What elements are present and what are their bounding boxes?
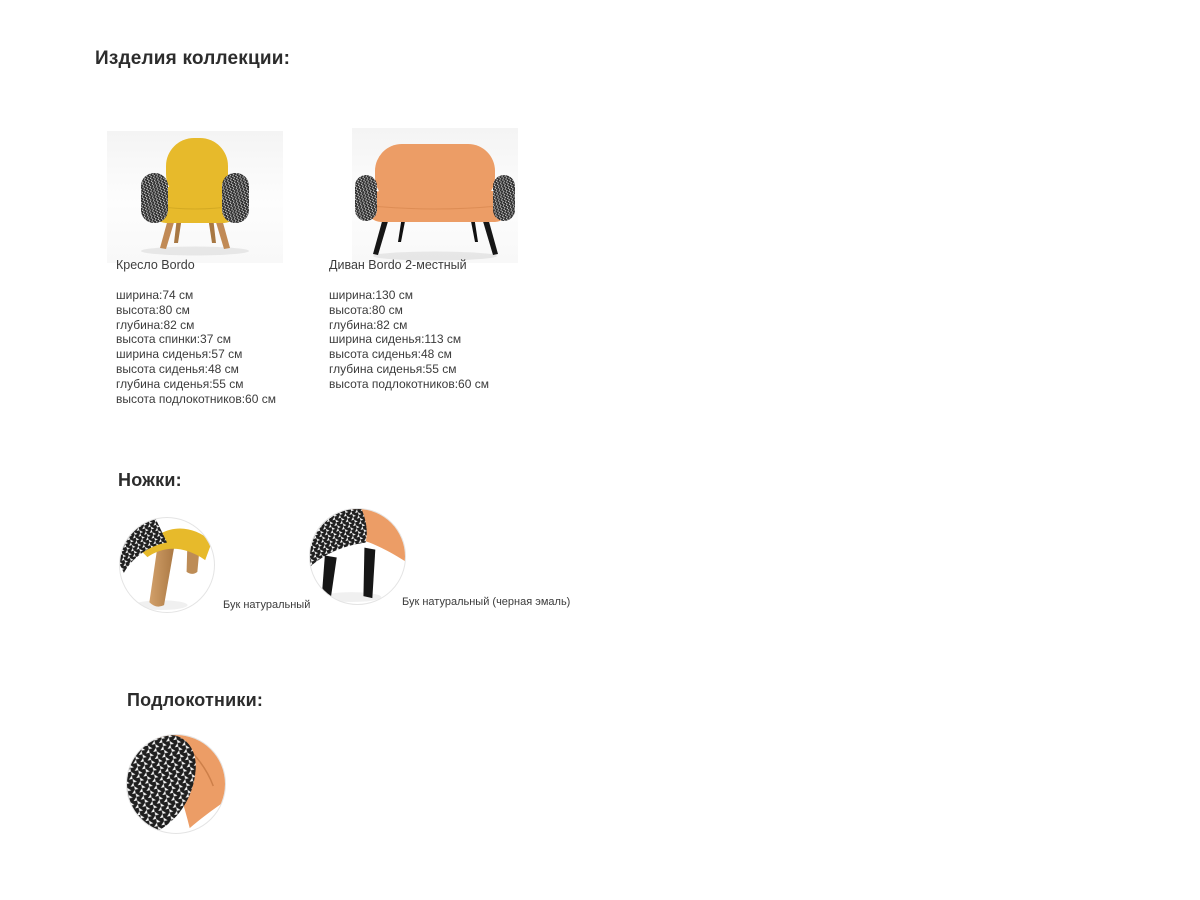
- spec-row: глубина:82 см: [116, 317, 195, 332]
- spec-row: ширина сиденья:113 см: [329, 332, 462, 347]
- spec-row: ширина сиденья:57 см: [116, 347, 243, 362]
- spec-row: высота:80 см: [329, 302, 403, 317]
- spec-row: высота сиденья:48 см: [116, 361, 239, 376]
- product-name-sofa: Диван Bordo 2-местный: [329, 258, 467, 272]
- spec-row: высота подлокотников:60 см: [329, 376, 489, 391]
- leg-natural-beech-photo: [119, 517, 215, 613]
- spec-row: высота:80 см: [116, 302, 190, 317]
- page-title: Изделия коллекции:: [95, 48, 291, 69]
- leg-natural-illustration: [120, 518, 214, 612]
- leg-option-label-natural: Бук натуральный: [223, 599, 311, 611]
- armrests-section-title: Подлокотники:: [127, 690, 264, 710]
- product-specs-armchair: [116, 288, 276, 406]
- spec-row: ширина:130 см: [329, 288, 413, 302]
- armrest-illustration: [127, 735, 225, 833]
- houndstooth-armrest-photo: [126, 734, 226, 834]
- product-name-armchair: Кресло Bordo: [116, 258, 195, 272]
- spec-row: высота спинки:37 см: [116, 332, 231, 347]
- armchair-illustration: [107, 131, 283, 263]
- spec-row: высота сиденья:48 см: [329, 347, 452, 362]
- product-specs-sofa: [329, 288, 489, 392]
- sofa-illustration: [352, 128, 518, 263]
- leg-option-label-black-enamel: Бук натуральный (черная эмаль): [402, 596, 571, 608]
- spec-row: глубина сиденья:55 см: [116, 376, 244, 391]
- leg-black-enamel-photo: [309, 508, 406, 605]
- spec-row: высота подлокотников:60 см: [116, 391, 276, 406]
- legs-section-title: Ножки:: [118, 470, 182, 490]
- leg-black-illustration: [310, 509, 405, 604]
- sofa-photo: [352, 128, 518, 263]
- armchair-photo: [107, 131, 283, 263]
- spec-row: глубина сиденья:55 см: [329, 361, 457, 376]
- spec-row: глубина:82 см: [329, 317, 408, 332]
- spec-row: ширина:74 см: [116, 288, 194, 302]
